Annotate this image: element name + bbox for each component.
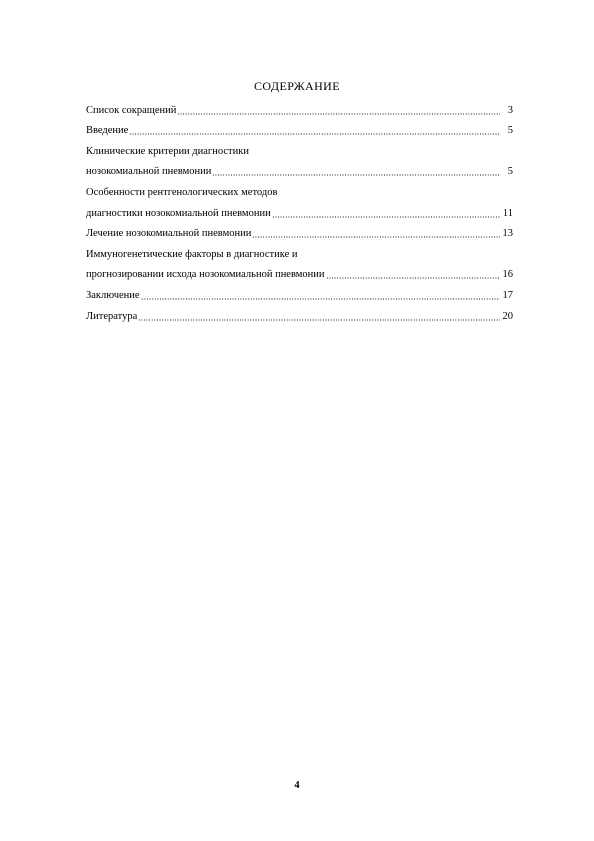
toc-entry-title: Введение xyxy=(86,125,129,137)
toc-entry xyxy=(86,281,513,302)
toc-entry-first-line xyxy=(86,137,513,158)
toc-entry-first-line xyxy=(86,178,513,199)
toc-entry xyxy=(86,158,513,179)
toc-entry-title: Особенности рентгенологических методов xyxy=(86,186,278,198)
toc-entry-first-line xyxy=(86,240,513,261)
toc-leader-dots xyxy=(138,319,500,321)
toc-entry xyxy=(86,199,513,220)
toc-entry-page: 5 xyxy=(507,166,513,178)
toc-entry-title-continued: диагностики нозокомиальной пневмонии xyxy=(86,207,271,219)
toc-entry-page: 11 xyxy=(502,207,513,219)
toc-entry-title: Заключение xyxy=(86,289,140,301)
toc-leader-dots xyxy=(141,298,500,300)
toc-entry-title: Литература xyxy=(86,310,138,322)
table-of-contents xyxy=(86,96,513,323)
toc-leader-dots xyxy=(272,216,500,218)
toc-entry xyxy=(86,220,513,241)
toc-title: СОДЕРЖАНИЕ xyxy=(254,79,340,93)
toc-entry-page: 17 xyxy=(502,289,513,301)
toc-entry xyxy=(86,117,513,138)
toc-entry-page: 3 xyxy=(507,104,513,116)
toc-entry-title: Лечение нозокомиальной пневмонии xyxy=(86,228,252,240)
toc-entry-title-continued: прогнозировании исхода нозокомиальной пневмонии xyxy=(86,269,325,281)
toc-entry xyxy=(86,302,513,323)
toc-entry-page: 13 xyxy=(502,228,513,240)
toc-entry-page: 16 xyxy=(502,269,513,281)
toc-entry-title-continued: нозокомиальной пневмонии xyxy=(86,166,212,178)
toc-leader-dots xyxy=(326,277,500,279)
toc-entry-title: Клинические критерии диагностики xyxy=(86,145,249,157)
toc-leader-dots xyxy=(177,113,500,115)
toc-entry xyxy=(86,96,513,117)
toc-entry-page: 20 xyxy=(502,310,513,322)
toc-entry-title: Иммуногенетические факторы в диагностике и xyxy=(86,248,298,260)
toc-entry-title: Список сокращений xyxy=(86,104,177,116)
toc-leader-dots xyxy=(252,236,500,238)
toc-entry xyxy=(86,261,513,282)
toc-leader-dots xyxy=(129,133,500,135)
page-number: 4 xyxy=(294,780,300,791)
toc-leader-dots xyxy=(212,174,500,176)
toc-entry-page: 5 xyxy=(507,125,513,137)
